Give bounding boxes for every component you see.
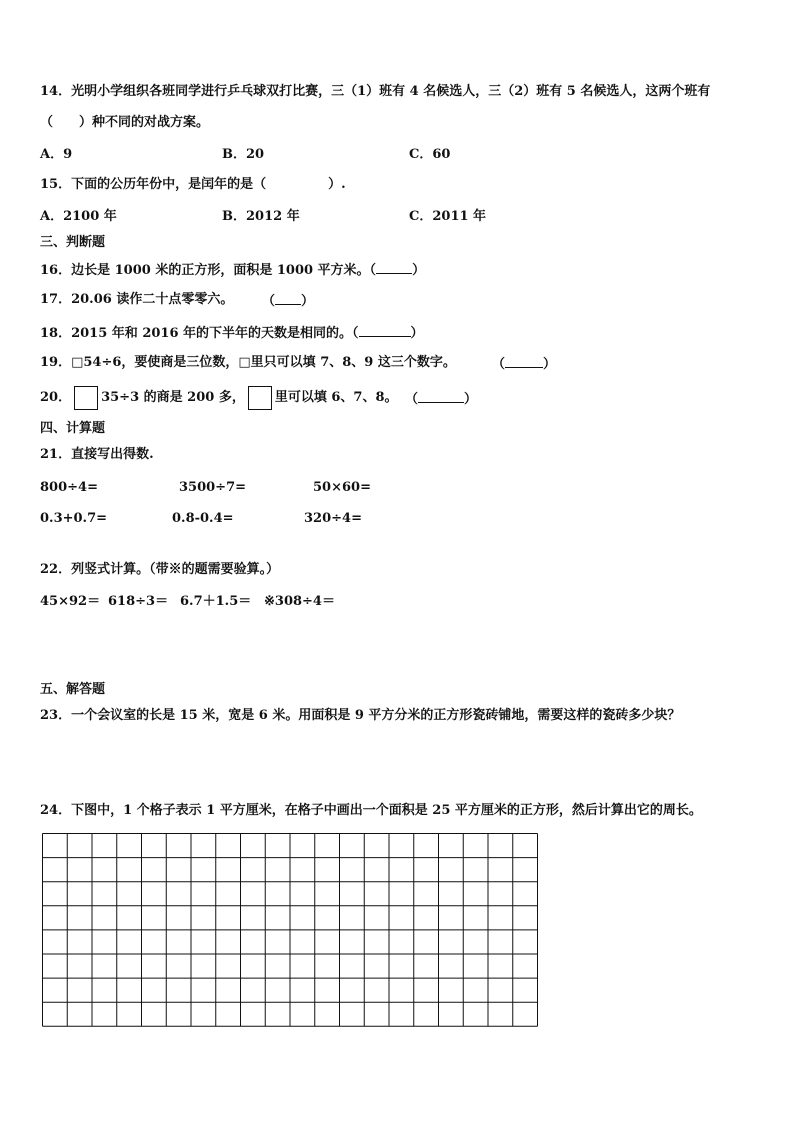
q14-option-c: C．60 (409, 147, 451, 162)
vertical-calc-item: ※308÷4＝ (264, 594, 335, 609)
q16-blank (376, 261, 412, 274)
question-19: 19．□54÷6，要使商是三位数，□里只可以填 7、8、9 这三个数字。 (40, 355, 456, 370)
calc-item: 320÷4= (304, 511, 362, 526)
question-22: 22．列竖式计算。（带※的题需要验算。） (40, 562, 280, 577)
calc-item: 800÷4= (40, 480, 98, 495)
square-grid (42, 833, 541, 1028)
q15-option-a: A．2100 年 (40, 209, 117, 224)
question-18: 18．2015 年和 2016 年的下半年的天数是相同的。（ ） (40, 326, 424, 341)
section-solve-title: 五、解答题 (40, 682, 106, 697)
q17-answer: （ ） (262, 294, 315, 309)
calc-item: 3500÷7= (179, 480, 247, 495)
question-24: 24．下图中，1 个格子表示 1 平方厘米，在格子中画出一个面积是 25 平方厘米的正方形，然后计算出它的周长。 (40, 803, 702, 818)
question-15 (40, 177, 346, 193)
calc-item: 0.3+0.7= (40, 511, 108, 526)
section-calc-title: 四、计算题 (40, 421, 106, 436)
calc-item: 0.8-0.4= (172, 511, 234, 526)
q20-answer: （ ） (405, 392, 478, 407)
q19-answer: （ ） (492, 357, 557, 372)
question-14-line2: （ ）种不同的对战方案。 (40, 115, 210, 130)
q20-digit-box-2 (248, 386, 272, 410)
question-17: 17．20.06 读作二十点零零六。 (40, 292, 234, 307)
q14-option-b: B．20 (222, 147, 265, 162)
q17-blank (275, 292, 301, 305)
question-20: 20． 35÷3 的商是 200 多， 里可以填 6、7、8。 (40, 385, 398, 411)
q15-stem-a: 15．下面的公历年份中，是闰年的是（ (40, 177, 267, 192)
q19-blank (505, 355, 543, 368)
q14-option-a: A．9 (40, 147, 73, 162)
question-14-line1: 14．光明小学组织各班同学进行乒乓球双打比赛，三（1）班有 4 名候选人，三（2）班有 5 名候选人，这两个班有 (40, 84, 711, 99)
vertical-calc-item: 618÷3＝ (108, 594, 169, 609)
q18-blank (359, 324, 411, 337)
vertical-calc-item: 45×92＝ (40, 594, 101, 609)
q15-option-b: B．2012 年 (222, 209, 300, 224)
q15-stem-b: ）. (328, 177, 346, 192)
vertical-calc-item: 6.7＋1.5＝ (180, 594, 252, 609)
question-21: 21．直接写出得数. (40, 447, 154, 462)
q20-digit-box-1 (74, 386, 98, 410)
calc-item: 50×60= (313, 480, 371, 495)
section-judge-title: 三、判断题 (40, 235, 106, 250)
q15-option-c: C．2011 年 (409, 209, 487, 224)
question-16: 16．边长是 1000 米的正方形，面积是 1000 平方米。（ ） (40, 263, 426, 278)
q20-blank (418, 390, 464, 403)
question-23: 23．一个会议室的长是 15 米，宽是 6 米。用面积是 9 平方分米的正方形瓷砖铺地，需要这样的瓷砖多少块？ (40, 708, 681, 723)
